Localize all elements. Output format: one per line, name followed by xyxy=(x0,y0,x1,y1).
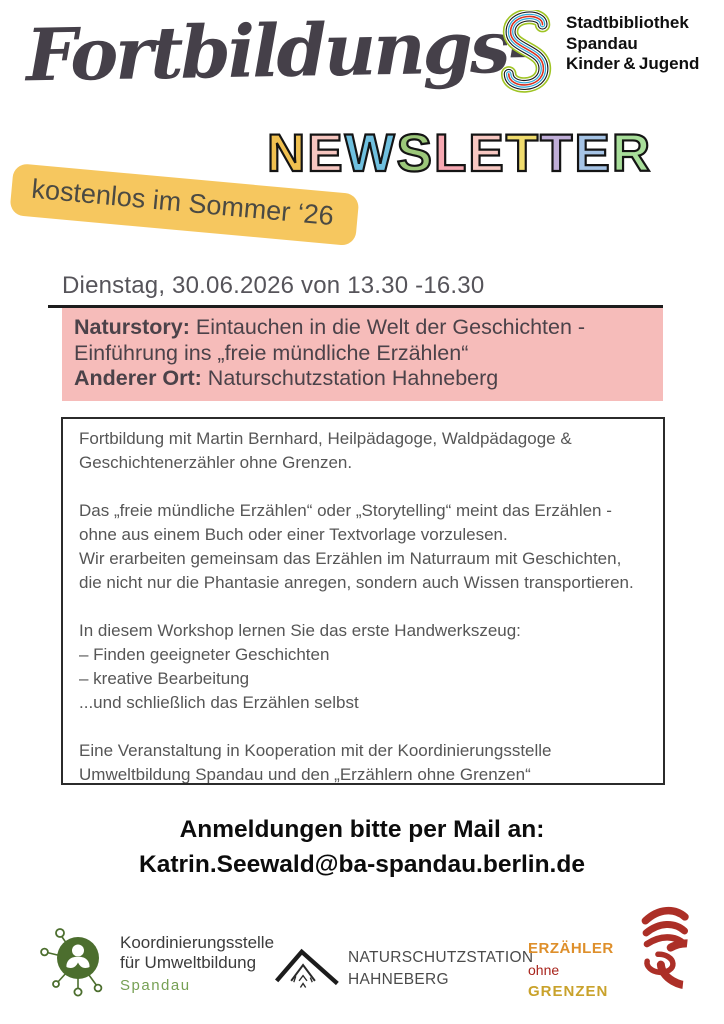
naturschutzstation-text xyxy=(348,936,533,1003)
library-s-monogram-icon xyxy=(497,10,557,99)
event-title-label: Naturstory: xyxy=(74,315,190,339)
description-paragraph-2 xyxy=(79,499,647,595)
erzaehler-line3: GRENZEN xyxy=(528,983,609,1000)
newsletter-letter: E xyxy=(307,124,345,183)
registration-label: Anmeldungen bitte per Mail an: xyxy=(179,816,545,843)
newsletter-letter: E xyxy=(574,124,612,183)
roof-mountain-icon xyxy=(274,936,340,1003)
erzaehler-line2: ohne xyxy=(528,962,560,978)
description-paragraph-1: Fortbildung mit Martin Bernhard, Heilpädagoge, Waldpädagoge & Geschichtenerzähler ohne Grenzen. xyxy=(79,429,572,472)
newsletter-letter: T xyxy=(505,124,541,183)
natur-line1: NATURSCHUTZSTATION xyxy=(348,949,534,966)
library-logo-line2: Spandau xyxy=(566,33,638,53)
newsletter-letter: N xyxy=(267,124,308,183)
natur-line2: HAHNEBERG xyxy=(348,971,449,988)
cooperation-note: Eine Veranstaltung in Kooperation mit der Koordinierungsstelle Umweltbildung Spandau und den „Erzählern ohne Grenzen“ xyxy=(79,741,552,784)
koord-line2: für Umweltbildung xyxy=(120,953,257,972)
event-title-line xyxy=(74,315,651,366)
description-paragraph-3 xyxy=(79,619,647,715)
spiral-swirl-icon xyxy=(581,895,691,1010)
newsletter-wordmark xyxy=(267,124,653,183)
workshop-item: ...und schließlich das Erzählen selbst xyxy=(79,693,359,712)
newsletter-letter: W xyxy=(344,124,397,183)
event-description-box xyxy=(61,417,665,785)
workshop-intro: In diesem Workshop lernen Sie das erste Handwerkszeug: xyxy=(79,621,521,640)
workshop-item: – Finden geeigneter Geschichten xyxy=(79,645,330,664)
erzaehler-line1: ERZÄHLER xyxy=(528,940,614,957)
newsletter-letter: T xyxy=(540,124,575,183)
event-date-heading: Dienstag, 30.06.2026 von 13.30 -16.30 xyxy=(62,272,485,299)
workshop-item: – kreative Bearbeitung xyxy=(79,669,250,688)
naturschutzstation-logo xyxy=(274,936,533,1003)
koord-line1: Koordinierungsstelle xyxy=(120,933,275,952)
event-location-label: Anderer Ort: xyxy=(74,366,202,390)
free-badge: kostenlos im Sommer ‘26 xyxy=(9,163,359,246)
event-title-text: Eintauchen in die Welt der Geschichten - Einführung ins „freie mündliche Erzählen“ xyxy=(74,315,586,365)
description-line: Wir erarbeiten gemeinsam das Erzählen im Naturraum mit Geschichten, die nicht nur die Phantasie anregen, sondern auch Wissen transportieren. xyxy=(79,549,634,592)
library-logo-line3: Kinder & Jugend xyxy=(566,54,700,73)
newsletter-letter: L xyxy=(434,124,469,183)
newsletter-letter: E xyxy=(468,124,506,183)
registration-contact xyxy=(0,812,724,882)
koordinierungsstelle-logo xyxy=(38,924,274,1007)
newsletter-letter: R xyxy=(611,124,653,183)
event-location-text: Naturschutzstation Hahneberg xyxy=(201,366,499,390)
erzaehler-ohne-grenzen-logo xyxy=(528,920,698,1020)
event-highlight xyxy=(62,308,663,401)
koord-line3: Spandau xyxy=(120,977,191,994)
registration-email: Katrin.Seewald@ba-spandau.berlin.de xyxy=(139,851,585,878)
koordinierungsstelle-network-icon xyxy=(38,924,116,1007)
library-logo-line1: Stadtbibliothek xyxy=(566,13,689,32)
event-location-line xyxy=(74,366,651,392)
library-logo xyxy=(497,10,699,99)
script-title: Fortbildungs- xyxy=(25,3,535,98)
koordinierungsstelle-text xyxy=(120,924,274,1007)
newsletter-letter: S xyxy=(396,124,435,183)
library-logo-text xyxy=(566,10,699,75)
description-line: Das „freie mündliche Erzählen“ oder „Storytelling“ meint das Erzählen - ohne aus einem Buch oder einer Textvorlage vorzulesen. xyxy=(79,501,612,544)
